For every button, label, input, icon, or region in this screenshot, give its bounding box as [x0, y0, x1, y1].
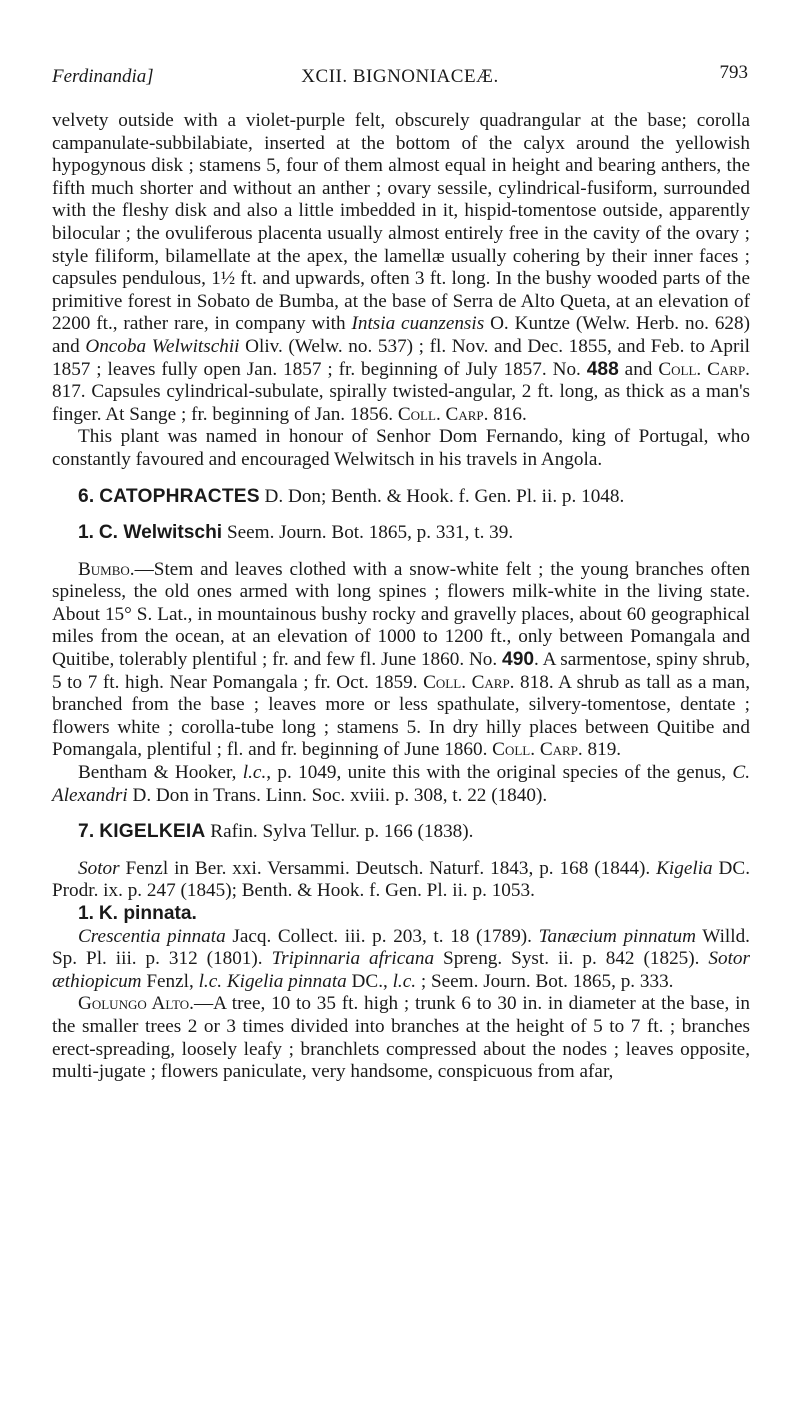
specimen-number: 490 — [502, 649, 535, 671]
paragraph-kigelkeia-synonyms — [52, 858, 750, 903]
paragraph-k-pinnata-synonyms — [52, 926, 750, 994]
text-run: DC. Prodr. ix. p. 247 (1845); Benth. & Hook. f. Gen. Pl. ii. p. 1053. — [52, 857, 751, 902]
genus-heading-kigelkeia — [52, 821, 750, 844]
text-run: 819. — [582, 739, 622, 761]
genus-citation: Rafin. Sylva Tellur. p. 166 (1838). — [205, 821, 474, 843]
text-run: , p. 1049, unite this with the original species of the genus, — [266, 762, 733, 784]
taxon-name: Sotor — [78, 857, 120, 879]
text-run: O. Kuntze (Welw. Herb. no. 628) and — [52, 313, 750, 357]
taxon-name: Kigelia — [656, 857, 713, 879]
running-head — [52, 62, 748, 89]
species-number: 1. — [78, 903, 95, 924]
text-run: Willd. Sp. Pl. iii. p. 312 (1801). — [52, 925, 750, 970]
genus-citation: D. Don; Benth. & Hook. f. Gen. Pl. ii. p. 1048. — [259, 485, 625, 507]
text-run: and — [618, 358, 659, 380]
paragraph-bentham-note — [52, 762, 750, 807]
text-run: ; Seem. Journ. Bot. 1865, p. 333. — [416, 970, 674, 992]
genus-name: KIGELKEIA — [99, 821, 206, 843]
page-number: 793 — [719, 62, 748, 83]
locality-name: Golungo Alto. — [78, 993, 194, 1015]
text-run: 816. — [488, 403, 527, 425]
species-name: K. pinnata. — [98, 903, 197, 924]
text-run: Fenzl in Ber. xxi. Versammi. Deutsch. Naturf. 1843, p. 168 (1844). — [119, 857, 657, 879]
species-number: 1. — [78, 522, 95, 544]
running-head-genus: Ferdinandia] — [52, 66, 154, 87]
text-run: velvety outside with a violet-purple felt, obscurely quadrangular at the base; corolla campanulate-subbilabiate, inserted at the bottom of the calyx around the yellowish hypogynous disk ; stamens 5, four of them almost equal in height and bearing anthers, the fifth much shorter and without an anther ; ovary sessile, cylindrical-fusiform, surrounded with the fleshy disk and also a little imbedded in it, hispid-tomentose outside, apparently bilocular ; the ovuliferous placenta usually almost entirely free in the cavity of the ovary ; style filiform, bilamellate at the apex, the lamellæ usually cohering by their inner faces ; capsules pendulous, 1½ ft. and upwards, often 3 ft. long. In the bushy wooded parts of the primitive forest in Sobato de Bumba, at the base of Serra de Alto Queta, at an elevation of 2200 ft., rather rare, in company with — [52, 110, 750, 335]
genus-name: CATOPHRACTES — [99, 485, 260, 507]
paragraph-dedication: This plant was named in honour of Senhor Dom Fernando, king of Portugal, who constantly favoured and encouraged Welwitsch in his travels in Angola. — [52, 426, 750, 470]
page-body — [52, 110, 750, 1084]
taxon-name: Crescentia pinnata — [78, 925, 226, 947]
citation-abbrev: l.c. — [242, 762, 267, 784]
text-run: —A tree, 10 to 35 ft. high ; trunk 6 to 30 in. in diameter at the base, in the smaller trees 2 or 3 times divided into branches at the height of 5 to 7 ft. ; branches erect-spreading, loosely leafy ; branchlets compressed about the nodes ; leaves opposite, multi-jugate ; flowers paniculate, very handsome, conspicuous from afar, — [52, 993, 750, 1083]
citation-abbrev: l.c. — [392, 970, 417, 992]
collection-abbrev: Coll. Carp. — [423, 671, 515, 693]
genus-number: 6. — [78, 485, 95, 507]
text-run: Bentham & Hooker, — [78, 762, 243, 784]
taxon-name: Tripinnaria africana — [271, 948, 435, 970]
text-run: Spreng. Syst. ii. p. 842 (1825). — [434, 948, 709, 970]
collection-abbrev: Coll. Carp. — [397, 403, 489, 425]
collection-abbrev: Coll. Carp. — [492, 739, 583, 761]
locality-name: Bumbo. — [78, 558, 135, 580]
collection-abbrev: Coll. Carp. — [658, 358, 750, 380]
text-run: 818. A shrub as tall as a man, branched from the base ; leaves more or less spathulate, silvery-tomentose, dentate ; flowers white ; corolla-tube long ; stamens 5. In dry hilly places between Quitibe and Pomangala, plentiful ; fl. and fr. beginning of June 1860. — [52, 671, 750, 761]
text-run: DC., — [346, 970, 393, 992]
taxon-name: C. Alexandri — [52, 762, 750, 806]
citation-abbrev: l.c. — [198, 970, 223, 992]
genus-heading-catophractes — [52, 486, 750, 509]
taxon-name: Intsia cuanzensis — [351, 313, 485, 335]
paragraph-catophractes-description — [52, 559, 750, 762]
text-run: —Stem and leaves clothed with a snow-white felt ; the young branches often spineless, the old ones armed with long spines ; flowers milk-white in the living state. About 15° S. Lat., in mountainous bushy rocky and gravelly places, about 60 geographical miles from the ocean, at an elevation of 1000 to 1200 ft., only between Pomangala and Quitibe, tolerably plentiful ; fr. and few fl. June 1860. No. — [52, 558, 750, 671]
species-heading-c-welwitschi — [52, 522, 750, 545]
paragraph-ferdinandia-description — [52, 110, 750, 426]
text-run: Fenzl, — [141, 970, 199, 992]
taxon-name: Tanæcium pinnatum — [538, 925, 696, 947]
running-head-family: XCII. BIGNONIACEÆ. — [301, 66, 499, 87]
text-run: Oliv. (Welw. no. 537) ; fl. Nov. and Dec. 1855, and Feb. to April 1857 ; leaves fully open Jan. 1857 ; fr. beginning of July 1857. No. — [52, 335, 751, 380]
taxon-name: Sotor æthiopicum — [52, 948, 750, 992]
text-run: . A sarmentose, spiny shrub, 5 to 7 ft. high. Near Pomangala ; fr. Oct. 1859. — [52, 649, 750, 693]
genus-number: 7. — [78, 821, 95, 843]
specimen-number: 488 — [586, 358, 619, 380]
species-name: C. Welwitschi — [98, 522, 223, 544]
text-run: D. Don in Trans. Linn. Soc. xviii. p. 308, t. 22 (1840). — [127, 784, 548, 806]
taxon-name: Oncoba Welwitschii — [85, 335, 240, 357]
species-citation: Seem. Journ. Bot. 1865, p. 331, t. 39. — [222, 522, 514, 544]
taxon-name: Kigelia pinnata — [226, 970, 347, 992]
text-run: Jacq. Collect. iii. p. 203, t. 18 (1789). — [225, 925, 539, 947]
paragraph-k-pinnata-description — [52, 993, 750, 1083]
text-run: 817. Capsules cylindrical-subulate, spirally twisted-angular, 2 ft. long, as thick as a man's finger. At Sange ; fr. beginning of Jan. 1856. — [52, 381, 750, 425]
species-heading-k-pinnata — [52, 903, 750, 926]
